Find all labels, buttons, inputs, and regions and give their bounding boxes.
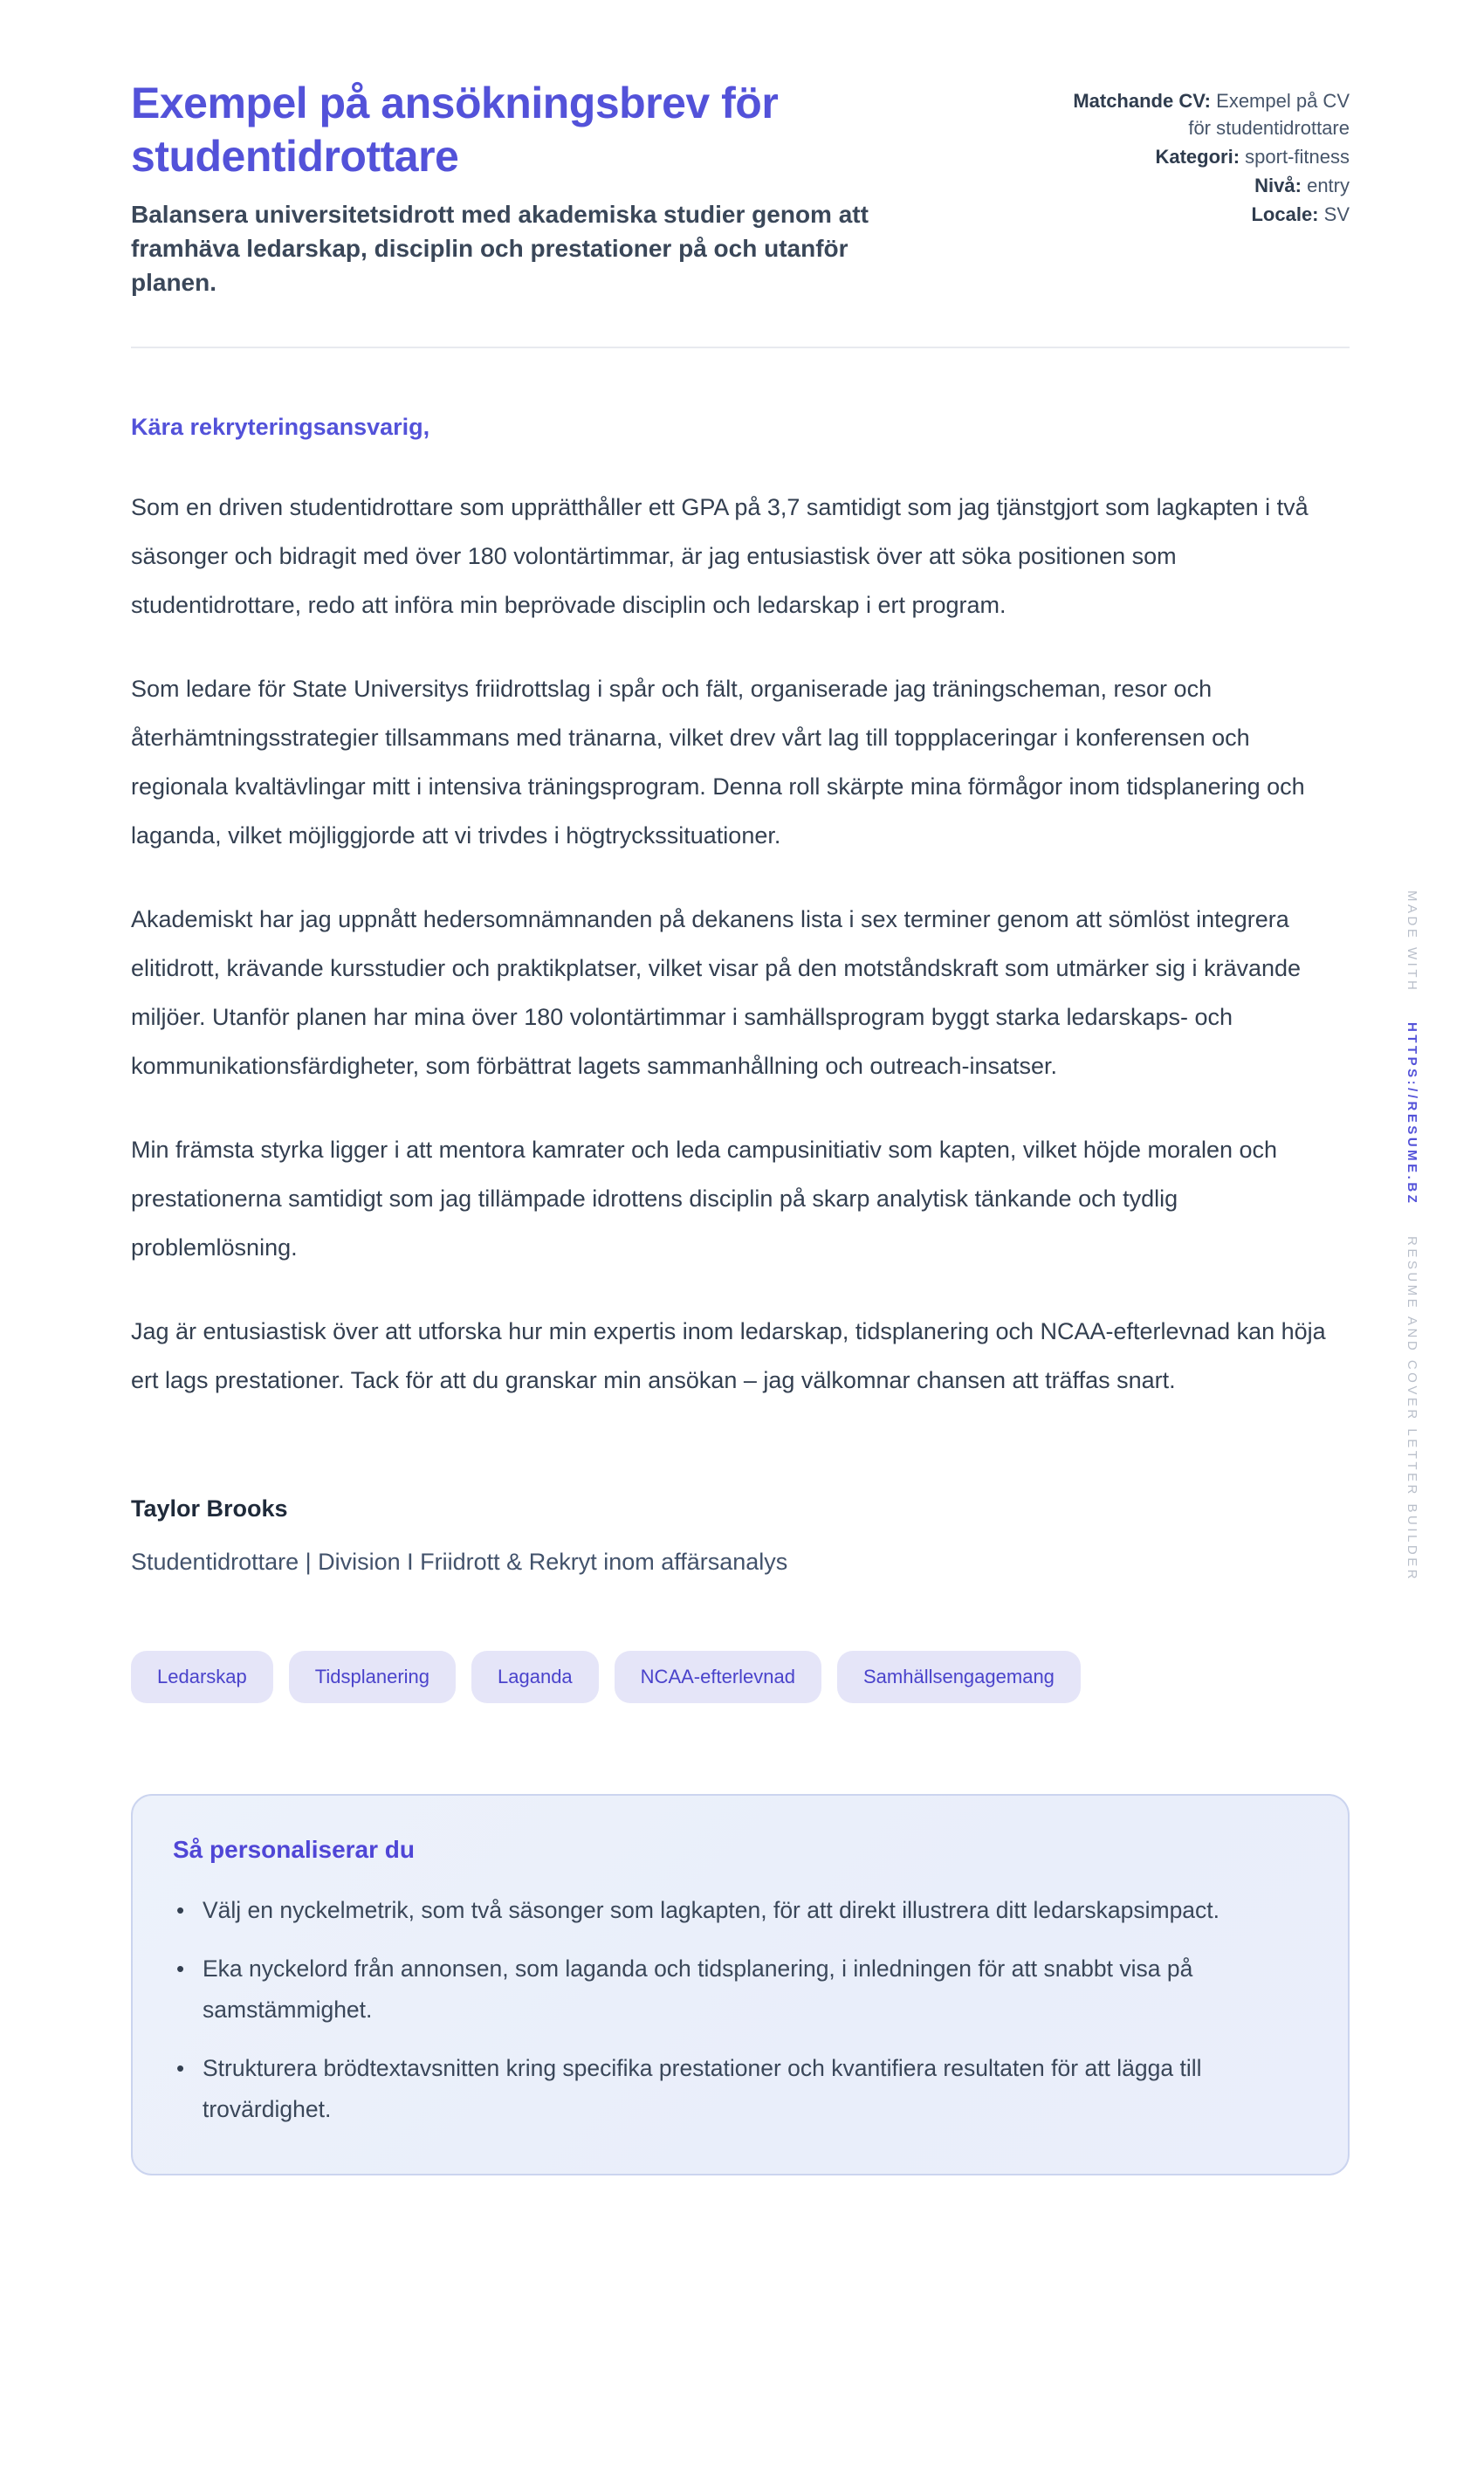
made-with-watermark	[1405, 890, 1419, 1582]
meta-locale	[1053, 201, 1350, 228]
tag-badge: Laganda	[471, 1651, 599, 1703]
watermark-prefix: MADE WITH	[1405, 890, 1419, 993]
tag-badge: Samhällsengagemang	[837, 1651, 1081, 1703]
tips-title: Så personaliserar du	[173, 1836, 416, 1863]
letter-greeting: Kära rekryteringsansvarig,	[131, 414, 430, 440]
watermark-suffix: RESUME AND COVER LETTER BUILDER	[1405, 1235, 1419, 1582]
resume-bz-link[interactable]: HTTPS://RESUME.BZ	[1405, 1022, 1419, 1206]
signature-role: Studentidrottare | Division I Friidrott & Rekryt inom affärsanalys	[131, 1549, 788, 1575]
meta-panel	[1053, 87, 1350, 230]
meta-level-label: Nivå:	[1254, 175, 1302, 196]
letter-paragraph: Som en driven studentidrottare som upprätthåller ett GPA på 3,7 samtidigt som jag tjänstgjort som lagkapten i två säsonger och bidragit med över 180 volontärtimmar, är jag entusiastisk över att söka positionen som studentidrottare, redo att införa min beprövade disciplin och ledarskap i ert program.	[131, 494, 1309, 618]
meta-category-label: Kategori:	[1155, 146, 1240, 168]
meta-category-value: sport-fitness	[1245, 146, 1350, 168]
meta-matching-cv-value: Exempel på CV för studentidrottare	[1188, 90, 1350, 139]
meta-locale-label: Locale:	[1251, 203, 1319, 225]
tip-item: • Eka nyckelord från annonsen, som laganda och tidsplanering, i inledningen för att snabbt visa på samstämmighet.	[203, 1948, 1285, 2031]
meta-category	[1053, 143, 1350, 170]
tips-list	[173, 1890, 1304, 2130]
cover-letter-page	[131, 77, 1350, 2175]
header-titles	[131, 77, 1013, 299]
meta-locale-value: SV	[1323, 203, 1350, 225]
letter-paragraph: Jag är entusiastisk över att utforska hur min expertis inom ledarskap, tidsplanering och NCAA-efterlevnad kan höja ert lags prestationer. Tack för att du granskar min ansökan – jag välkomnar chansen att träffas snart.	[131, 1318, 1326, 1393]
header	[131, 77, 1350, 299]
tip-item: • Strukturera brödtextavsnitten kring specifika prestationer och kvantifiera resultaten för att lägga till trovärdighet.	[203, 2048, 1285, 2130]
meta-level-value: entry	[1307, 175, 1350, 196]
tag-badge: Ledarskap	[131, 1651, 273, 1703]
keyword-tags	[131, 1651, 1350, 1703]
letter-paragraph: Som ledare för State Universitys friidrottslag i spår och fält, organiserade jag träningscheman, resor och återhämtningsstrategier tillsammans med tränarna, vilket drev vårt lag till toppplaceringar i konferensen och regionala kvaltävlingar mitt i intensiva träningsprogram. Denna roll skärpte mina förmågor inom tidsplanering och laganda, vilket möjliggjorde att vi trivdes i högtryckssituationer.	[131, 676, 1305, 849]
signature-name: Taylor Brooks	[131, 1495, 288, 1522]
meta-level	[1053, 172, 1350, 199]
tip-item: • Välj en nyckelmetrik, som två säsonger som lagkapten, för att direkt illustrera ditt ledarskapsimpact.	[203, 1890, 1285, 1931]
letter-paragraph: Akademiskt har jag uppnått hedersomnämnanden på dekanens lista i sex terminer genom att sömlöst integrera elitidrott, krävande kursstudier och praktikplatser, vilket visar på den motståndskraft som utmärker sig i krävande miljöer. Utanför planen har mina över 180 volontärtimmar i samhällsprogram byggt starka ledarskaps- och kommunikationsfärdigheter, som förbättrat lagets sammanhållning och outreach-insatser.	[131, 906, 1302, 1079]
personalization-tips-box	[131, 1794, 1350, 2175]
tag-badge: NCAA-efterlevnad	[615, 1651, 821, 1703]
meta-matching-cv-label: Matchande CV:	[1073, 90, 1212, 112]
page-subtitle: Balansera universitetsidrott med akademiska studier genom att framhäva ledarskap, disciplin och prestationer på och utanför planen.	[131, 201, 869, 296]
letter-body	[131, 402, 1350, 1405]
letter-paragraph: Min främsta styrka ligger i att mentora kamrater och leda campusinitiativ som kapten, vilket höjde moralen och prestationerna samtidigt som jag tillämpade idrottens disciplin på skarp analytisk tänkande och tydlig problemlösning.	[131, 1137, 1278, 1261]
page-title: Exempel på ansökningsbrev för studentidrottare	[131, 79, 779, 181]
meta-matching-cv	[1053, 87, 1350, 141]
tag-badge: Tidsplanering	[289, 1651, 456, 1703]
header-divider	[131, 347, 1350, 348]
